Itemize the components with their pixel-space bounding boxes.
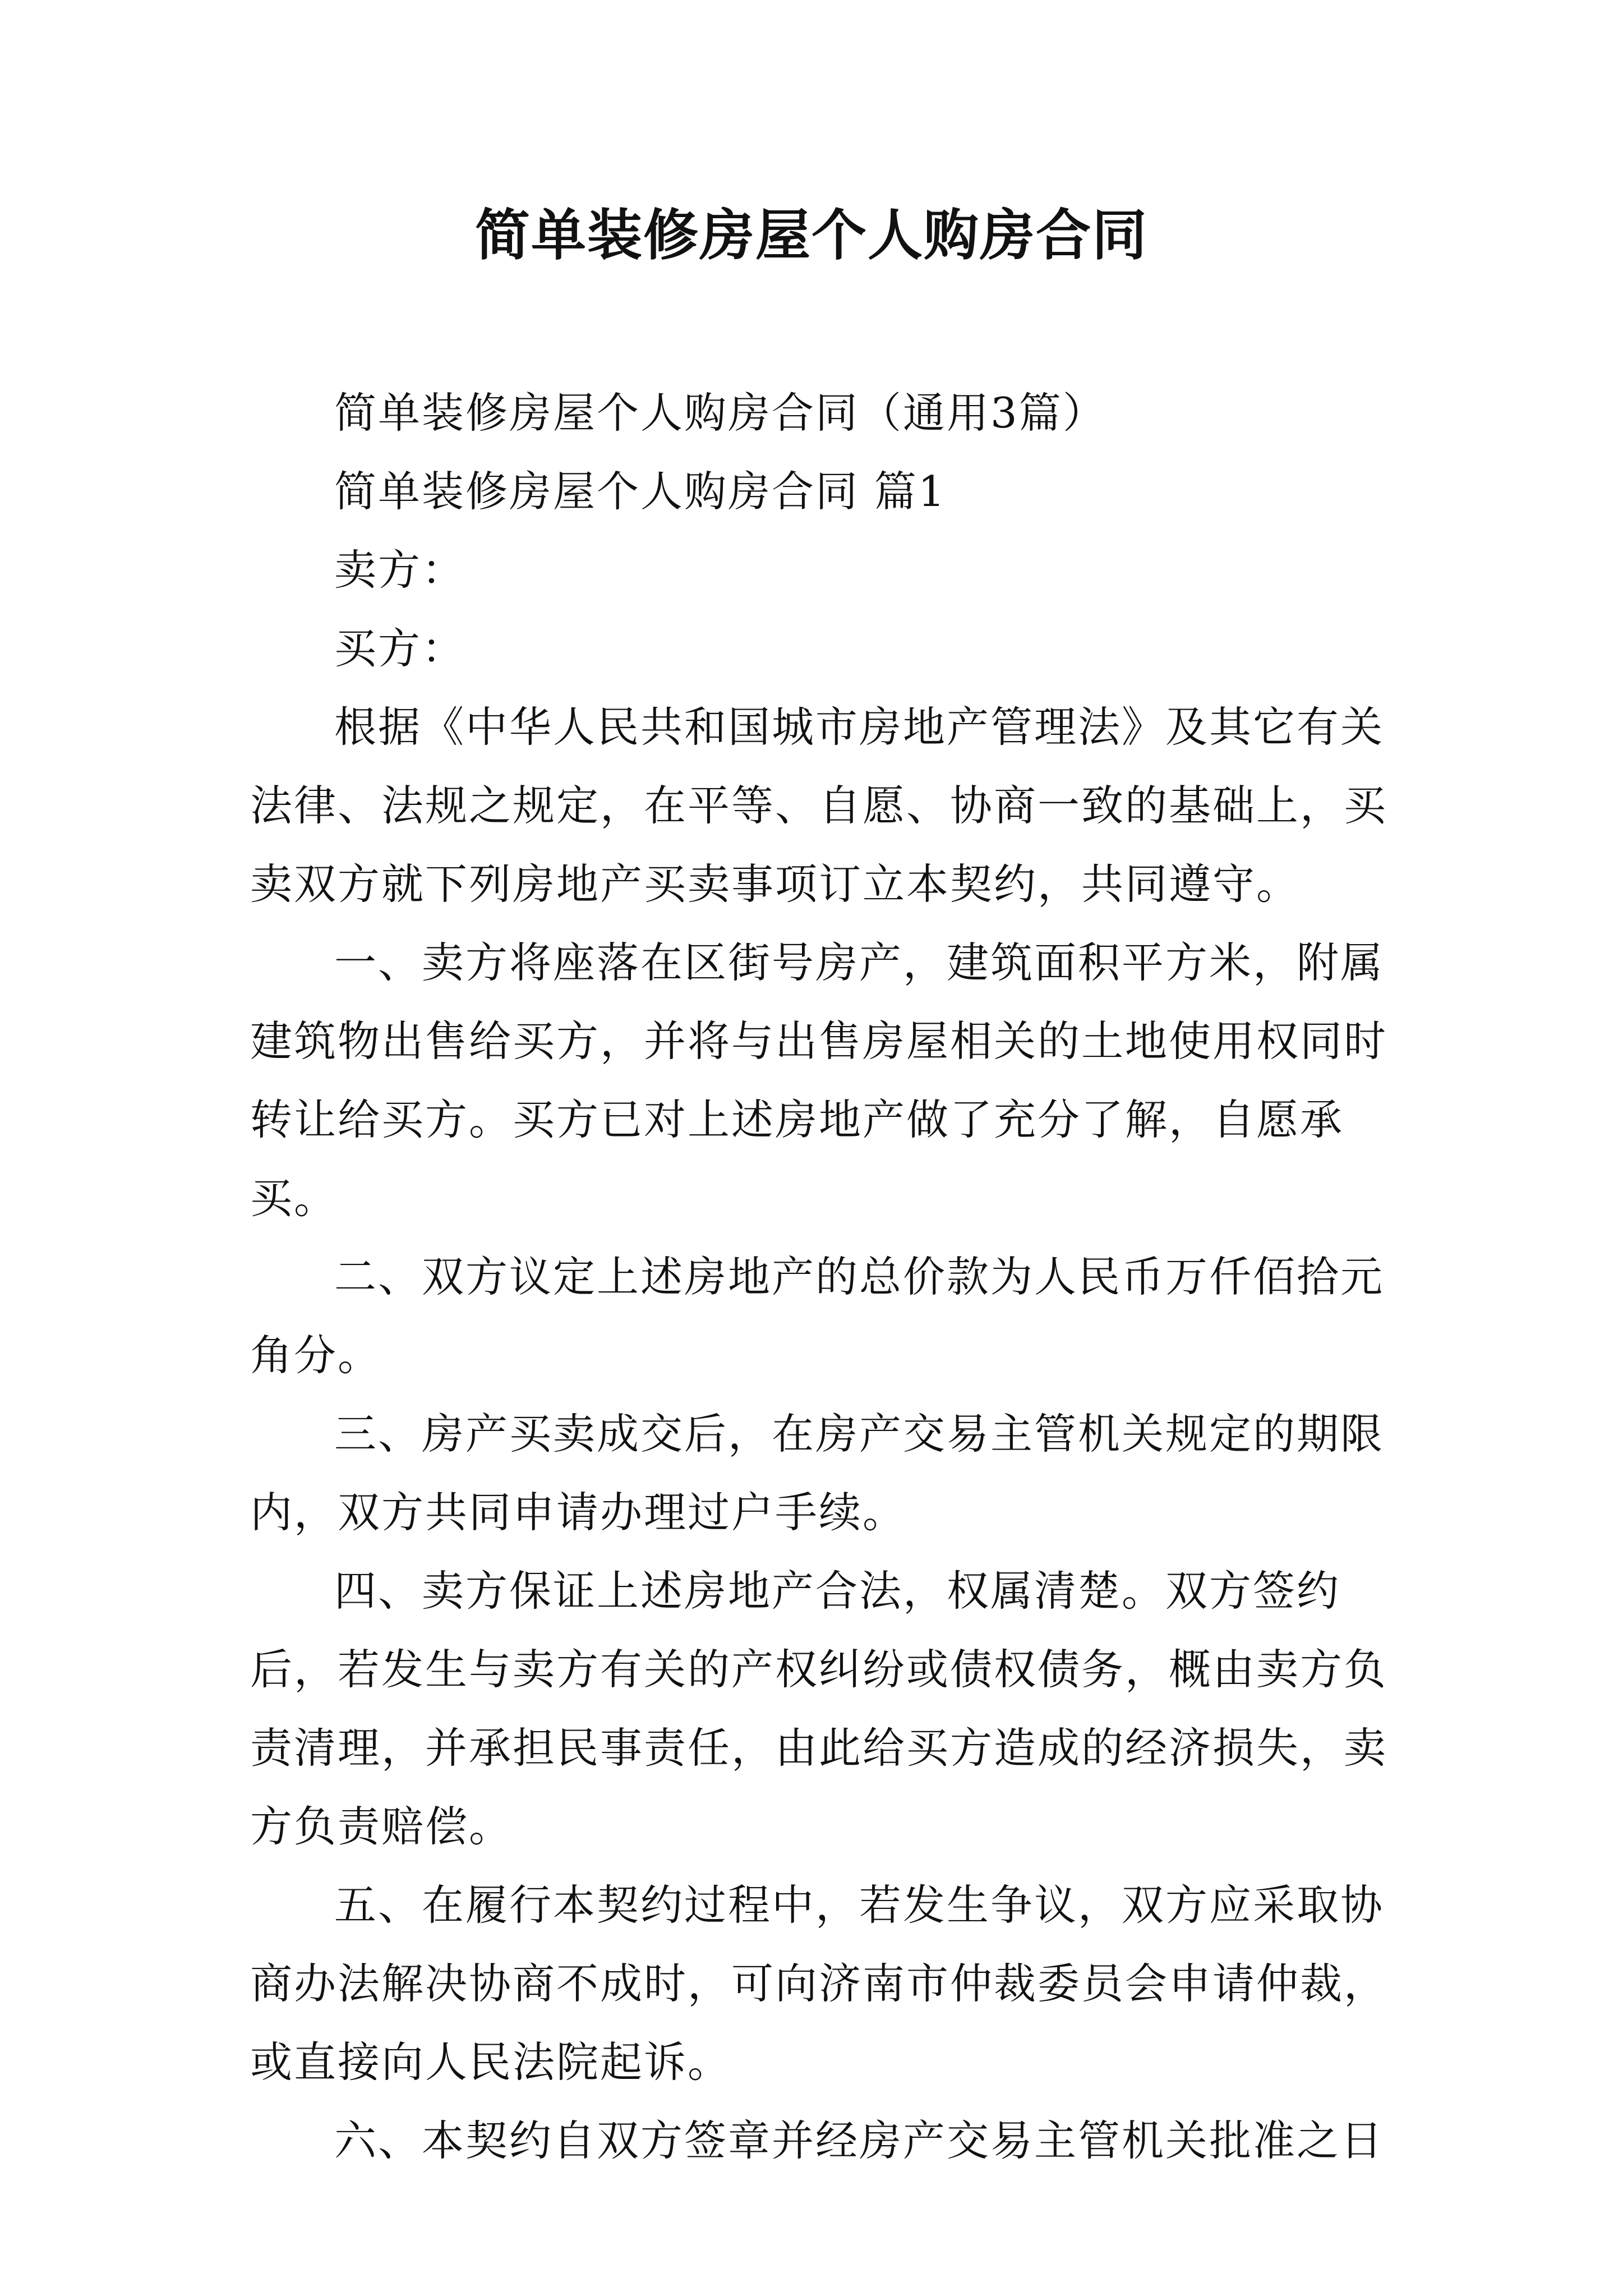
subtitle-line: 简单装修房屋个人购房合同（通用3篇） [334,388,1106,438]
clause-1: 一、卖方将座落在区街号房产，建筑面积平方米，附属建筑物出售给买方，并将与出售房屋相关的土地使用权同时转让给买方。买方已对上述房地产做了充分了解，自愿承买。 [250,938,1388,1223]
clause-6: 六、本契约自双方签章并经房产交易主管机关批准之日 [334,2116,1385,2165]
clause-5: 五、在履行本契约过程中，若发生争议，双方应采取协商办法解决协商不成时，可向济南市仲裁委员会申请仲裁，或直接向人民法院起诉。 [250,1880,1388,2087]
seller-line: 卖方： [334,545,466,595]
document-title: 简单装修房屋个人购房合同 [474,203,1148,268]
document-body [250,374,1389,2180]
clause-2: 二、双方议定上述房地产的总价款为人民币万仟佰拾元角分。 [250,1252,1385,1380]
buyer-line: 买方： [334,624,466,673]
section-heading: 简单装修房屋个人购房合同 篇1 [334,467,947,516]
preamble-paragraph: 根据《中华人民共和国城市房地产管理法》及其它有关法律、法规之规定，在平等、自愿、协商一致的基础上，买卖双方就下列房地产买卖事项订立本契约，共同遵守。 [250,702,1388,909]
clause-4: 四、卖方保证上述房地产合法，权属清楚。双方签约后，若发生与卖方有关的产权纠纷或债权债务，概由卖方负责清理，并承担民事责任，由此给买方造成的经济损失，卖方负责赔偿。 [250,1566,1388,1851]
clause-3: 三、房产买卖成交后，在房产交易主管机关规定的期限内，双方共同申请办理过户手续。 [250,1409,1385,1537]
